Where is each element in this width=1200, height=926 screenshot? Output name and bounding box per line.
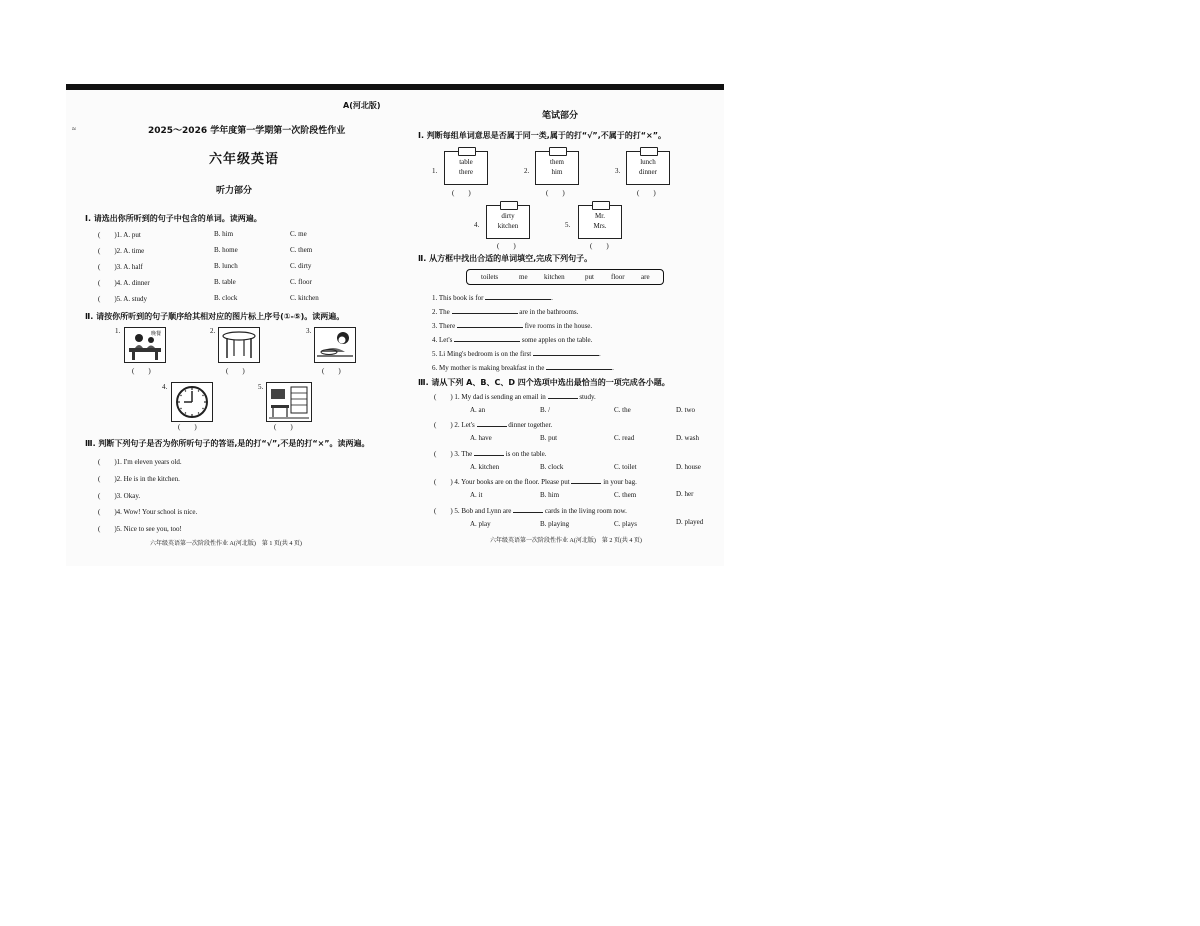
mc-4-option-a: A. it	[470, 491, 483, 499]
card-2-word-1: them	[550, 158, 564, 166]
mc-5-option-d: D. played	[676, 518, 704, 526]
card-5-answer-paren: ( )	[590, 242, 609, 250]
mc-2-paren: ( )	[434, 421, 453, 429]
mc-2-option-c: C. read	[614, 434, 635, 442]
pic-3-number: 3.	[306, 327, 312, 335]
mc-3-option-c: C. toilet	[614, 463, 637, 471]
word-bank-item-2: me	[519, 273, 528, 281]
listening-section-title: 听力部分	[216, 186, 253, 196]
card-4-word-2: kitchen	[497, 222, 519, 230]
card-5-word-2: Mrs.	[593, 222, 607, 230]
fill-2-blank[interactable]	[452, 313, 518, 314]
q3-item-5: ( )5. Nice to see you, too!	[98, 525, 182, 533]
q1-item-2-lead: ( )2. A. time	[98, 247, 145, 255]
card-5-clip	[592, 201, 610, 210]
fill-2-text: 2. The	[432, 308, 450, 316]
mc-5-end: cards in the living room now.	[544, 507, 627, 515]
pic-5-answer-paren: ( )	[274, 423, 293, 431]
mc-1-stem	[434, 392, 596, 402]
mc-4-paren: ( )	[434, 478, 453, 486]
mc-2-text: 2. Let's	[454, 421, 475, 429]
word-card-3	[626, 151, 670, 185]
fill-1-end: .	[551, 294, 553, 302]
q1-item-4-lead: ( )4. A. dinner	[98, 279, 150, 287]
mc-1-option-b: B. /	[540, 406, 551, 414]
q1-item-5-option-b: B. clock	[214, 294, 238, 302]
pic-3-answer-paren: ( )	[322, 367, 341, 375]
mc-4-option-b: B. him	[540, 491, 560, 499]
mc-4-end: in your bag.	[603, 478, 637, 486]
pic-1-sign: 晚餐	[151, 331, 162, 337]
pic-1-number: 1.	[115, 327, 121, 335]
fill-4-blank[interactable]	[454, 341, 520, 342]
writing-q3-title: Ⅲ. 请从下列 A、B、C、D 四个选项中选出最恰当的一项完成各小题。	[418, 378, 670, 387]
fill-5-blank[interactable]	[533, 355, 599, 356]
listening-q2-title: Ⅱ. 请按你所听到的句子顺序给其相对应的图片标上序号(①-⑤)。读两遍。	[85, 312, 345, 321]
q3-item-2: ( )2. He is in the kitchen.	[98, 475, 180, 483]
card-4-word-1: dirty	[501, 212, 515, 220]
q1-item-4-option-b: B. table	[214, 278, 236, 286]
mc-1-blank	[548, 398, 578, 399]
mc-4-stem	[434, 477, 637, 487]
fill-1-text: 1. This book is for	[432, 294, 484, 302]
card-3-answer-paren: ( )	[637, 189, 656, 197]
word-bank-item-4: put	[585, 273, 594, 281]
pic-4-answer-paren: ( )	[178, 423, 197, 431]
fill-item-5	[432, 350, 601, 358]
q3-item-4: ( )4. Wow! Your school is nice.	[98, 508, 198, 516]
mc-2-option-a: A. have	[470, 434, 492, 442]
fill-3-blank[interactable]	[457, 327, 523, 328]
q1-item-3-option-c: C. dirty	[290, 262, 312, 270]
q1-item-3-option-b: B. lunch	[214, 262, 238, 270]
word-card-2	[535, 151, 579, 185]
word-bank-item-3: kitchen	[544, 273, 565, 281]
writing-q2-title: Ⅱ. 从方框中找出合适的单词填空,完成下列句子。	[418, 254, 593, 263]
card-3-word-1: lunch	[640, 158, 656, 166]
mc-1-paren: ( )	[434, 393, 453, 401]
q1-item-5-lead: ( )5. A. study	[98, 295, 147, 303]
pic-3-girl-eating	[314, 327, 356, 363]
word-bank-item-6: are	[641, 273, 650, 281]
fill-3-text: 3. There	[432, 322, 456, 330]
pic-5-study-room	[266, 382, 312, 422]
mc-2-stem	[434, 420, 552, 430]
mc-2-end: dinner together.	[508, 421, 553, 429]
mc-5-paren: ( )	[434, 507, 453, 515]
q1-item-1-option-b: B. him	[214, 230, 234, 238]
q1-item-2-option-b: B. home	[214, 246, 238, 254]
fill-5-text: 5. Li Ming's bedroom is on the first	[432, 350, 532, 358]
mc-3-option-b: B. clock	[540, 463, 564, 471]
word-bank-item-1: toilets	[481, 273, 499, 281]
card-1-clip	[458, 147, 476, 156]
q1-item-3-lead: ( )3. A. half	[98, 263, 143, 271]
margin-mark: ≈	[72, 125, 76, 133]
pic-2-answer-paren: ( )	[226, 367, 245, 375]
fill-4-end: some apples on the table.	[521, 336, 593, 344]
card-4-number: 4.	[474, 221, 480, 229]
clock-icon	[172, 383, 212, 421]
fill-item-4	[432, 336, 592, 344]
subject-title: 六年级英语	[209, 152, 280, 167]
fill-item-6	[432, 364, 614, 372]
q1-item-5-option-c: C. kitchen	[290, 294, 319, 302]
mc-3-stem	[434, 449, 547, 459]
mc-5-option-b: B. playing	[540, 520, 570, 528]
card-2-answer-paren: ( )	[546, 189, 565, 197]
mc-4-text: 4. Your books are on the floor. Please put	[454, 478, 570, 486]
mc-1-text: 1. My dad is sending an email in	[454, 393, 546, 401]
card-2-clip	[549, 147, 567, 156]
girl-eating-icon	[315, 328, 355, 362]
mc-5-stem	[434, 506, 627, 516]
q1-item-1-lead: ( )1. A. put	[98, 231, 141, 239]
fill-2-end: are in the bathrooms.	[519, 308, 579, 316]
edition-label: A(河北版)	[343, 101, 381, 110]
q1-item-1-option-c: C. me	[290, 230, 307, 238]
mc-2-option-d: D. wash	[676, 434, 699, 442]
mc-4-option-c: C. them	[614, 491, 637, 499]
mc-3-option-d: D. house	[676, 463, 701, 471]
card-4-clip	[500, 201, 518, 210]
q3-item-1: ( )1. I'm eleven years old.	[98, 458, 182, 466]
pic-2-table	[218, 327, 260, 363]
page-2-footer: 六年级英语第一次阶段性作业 A(河北版) 第 2 页(共 4 页)	[490, 538, 642, 544]
fill-6-end: .	[612, 364, 614, 372]
pic-1-answer-paren: ( )	[132, 367, 151, 375]
mc-5-blank	[513, 512, 543, 513]
listening-q3-title: Ⅲ. 判断下列句子是否为你所听句子的答语,是的打“√”,不是的打“×”。读两遍。	[85, 439, 370, 448]
pic-4-clock	[171, 382, 213, 422]
pic-5-number: 5.	[258, 383, 264, 391]
fill-item-3	[432, 322, 592, 330]
pic-1-family-dinner	[124, 327, 166, 363]
card-3-number: 3.	[615, 167, 621, 175]
fill-6-blank[interactable]	[546, 369, 612, 370]
card-1-word-1: table	[459, 158, 473, 166]
word-card-4	[486, 205, 530, 239]
pic-2-number: 2.	[210, 327, 216, 335]
study-room-icon	[267, 383, 311, 421]
word-card-1	[444, 151, 488, 185]
mc-5-option-a: A. play	[470, 520, 491, 528]
mc-3-text: 3. The	[454, 450, 473, 458]
card-2-number: 2.	[524, 167, 530, 175]
card-5-number: 5.	[565, 221, 571, 229]
mc-3-end: is on the table.	[505, 450, 547, 458]
writing-section-title: 笔试部分	[542, 111, 579, 121]
mc-4-blank	[571, 483, 601, 484]
mc-1-option-c: C. the	[614, 406, 631, 414]
mc-3-paren: ( )	[434, 450, 453, 458]
mc-5-text: 5. Bob and Lynn are	[454, 507, 512, 515]
card-1-number: 1.	[432, 167, 438, 175]
mc-2-blank	[477, 426, 507, 427]
mc-1-option-a: A. an	[470, 406, 486, 414]
listening-q1-title: Ⅰ. 请选出你所听到的句子中包含的单词。读两遍。	[85, 214, 262, 223]
mc-1-end: study.	[579, 393, 596, 401]
card-1-word-2: there	[459, 168, 473, 176]
card-4-answer-paren: ( )	[497, 242, 516, 250]
fill-5-end: .	[599, 350, 601, 358]
table-icon	[219, 328, 259, 362]
q3-item-3: ( )3. Okay.	[98, 492, 141, 500]
mc-5-option-c: C. plays	[614, 520, 637, 528]
q1-item-4-option-c: C. floor	[290, 278, 312, 286]
word-bank-item-5: floor	[611, 273, 625, 281]
fill-1-blank[interactable]	[485, 299, 551, 300]
writing-q1-title: Ⅰ. 判断每组单词意思是否属于同一类,属于的打“√”,不属于的打“×”。	[418, 131, 666, 140]
q1-item-2-option-c: C. them	[290, 246, 313, 254]
mc-1-option-d: D. two	[676, 406, 696, 414]
card-5-word-1: Mr.	[595, 212, 605, 220]
mc-3-option-a: A. kitchen	[470, 463, 500, 471]
card-3-word-2: dinner	[639, 168, 657, 176]
fill-3-end: five rooms in the house.	[524, 322, 593, 330]
word-card-5	[578, 205, 622, 239]
mc-2-option-b: B. put	[540, 434, 558, 442]
mc-4-option-d: D. her	[676, 490, 694, 498]
card-3-clip	[640, 147, 658, 156]
fill-4-text: 4. Let's	[432, 336, 453, 344]
page-1-footer: 六年级英语第一次阶段性作业 A(河北版) 第 1 页(共 4 页)	[150, 541, 302, 547]
fill-item-1	[432, 294, 553, 302]
card-2-word-2: him	[551, 168, 563, 176]
fill-6-text: 6. My mother is making breakfast in the	[432, 364, 545, 372]
word-bank-box	[466, 269, 664, 285]
mc-3-blank	[474, 455, 504, 456]
card-1-answer-paren: ( )	[452, 189, 471, 197]
exam-heading: 2025～2026 学年度第一学期第一次阶段性作业	[148, 126, 346, 136]
pic-4-number: 4.	[162, 383, 168, 391]
fill-item-2	[432, 308, 578, 316]
